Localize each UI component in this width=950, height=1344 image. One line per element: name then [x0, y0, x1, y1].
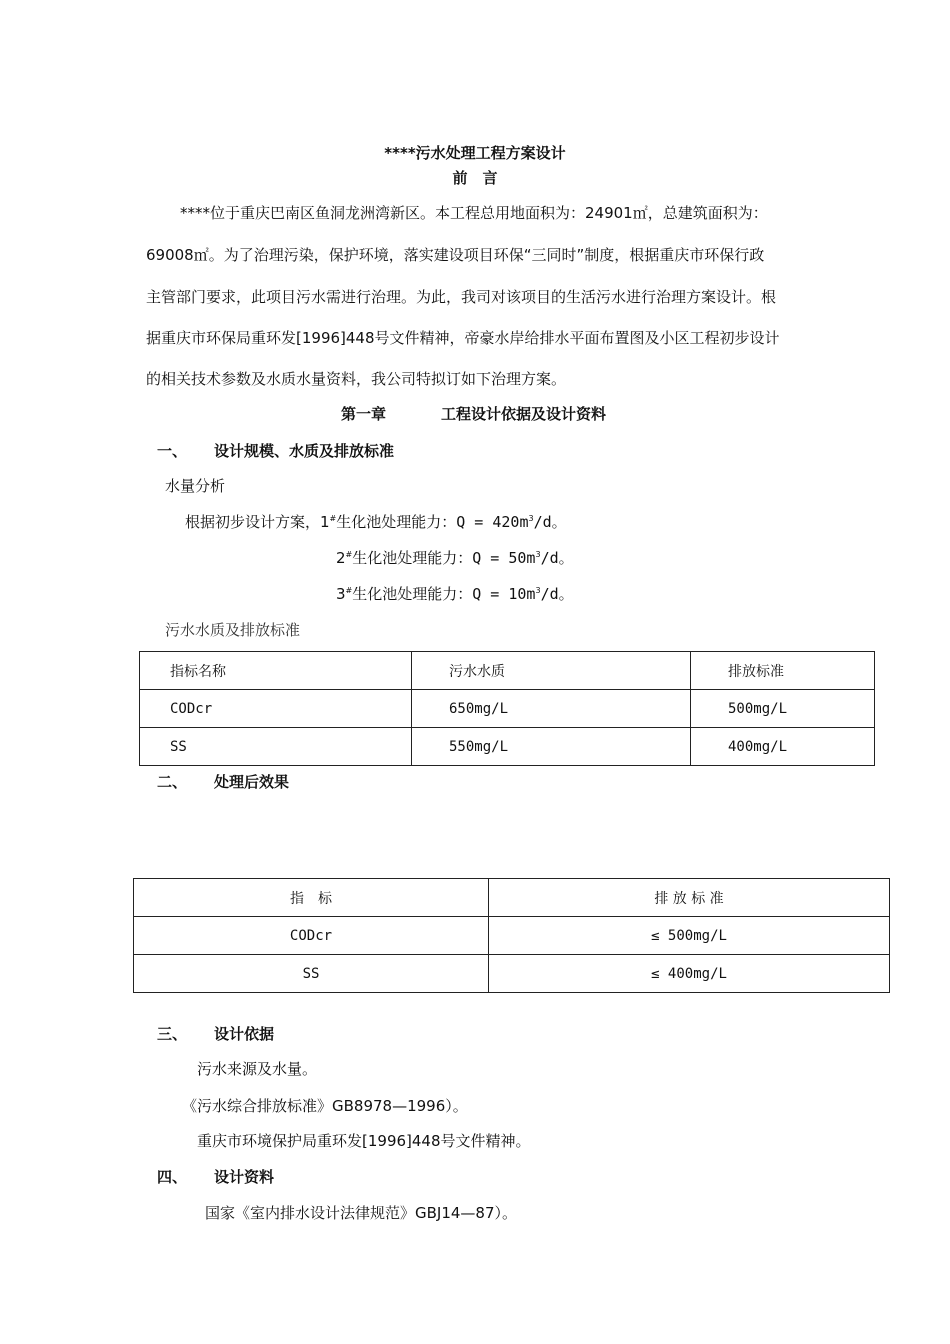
section-title: 处理后效果 [214, 773, 290, 791]
table-header-cell: 指 标 [134, 879, 489, 917]
section-title: 设计资料 [214, 1168, 275, 1186]
table-cell: ≤ 500mg/L [489, 917, 890, 955]
table-row [134, 955, 890, 993]
table-header-cell: 排放标准 [691, 652, 875, 690]
section-number: 二、 [157, 773, 188, 791]
preface-line: 主管部门要求，此项目污水需进行治理。为此，我司对该项目的生活污水进行治理方案设计。根 [146, 288, 777, 306]
table-cell: SS [140, 728, 412, 766]
water-quality-table [139, 651, 875, 766]
table-cell: 550mg/L [412, 728, 691, 766]
table-cell: 500mg/L [691, 690, 875, 728]
table-header-cell: 排 放 标 准 [489, 879, 890, 917]
section-number: 一、 [157, 442, 188, 460]
preface-heading: 前 言 [452, 169, 498, 187]
materials-line: 国家《室内排水设计法律规范》GBJ14—87）。 [205, 1204, 518, 1222]
table-cell: CODcr [140, 690, 412, 728]
effluent-standard-table [133, 878, 890, 993]
capacity-line-2: 2#生化池处理能力：$Q = 50m^3/d$。 [336, 549, 574, 567]
capacity-line-3: 3#生化池处理能力：$Q = 10m^3/d$。 [336, 585, 574, 603]
basis-line: 重庆市环境保护局重环发[1996]448号文件精神。 [197, 1132, 531, 1150]
chapter-title: 工程设计依据及设计资料 [441, 405, 607, 423]
preface-line: 69008㎡。为了治理污染，保护环境，落实建设项目环保“三同时”制度，根据重庆市环保行政 [146, 246, 765, 264]
table-row [134, 917, 890, 955]
section-title: 设计依据 [214, 1025, 275, 1043]
preface-line: 据重庆市环保局重环发[1996]448号文件精神，帝豪水岸给排水平面布置图及小区工程初步设计 [146, 329, 780, 347]
basis-line: 污水来源及水量。 [197, 1060, 318, 1078]
table-cell: 400mg/L [691, 728, 875, 766]
document-title: ****污水处理工程方案设计 [384, 144, 566, 162]
quality-heading: 污水水质及排放标准 [165, 621, 301, 639]
preface-line: 的相关技术参数及水质水量资料，我公司特拟订如下治理方案。 [146, 370, 567, 388]
table-cell: ≤ 400mg/L [489, 955, 890, 993]
table-cell: CODcr [134, 917, 489, 955]
table-header-row [140, 652, 875, 690]
chapter-number: 第一章 [341, 405, 387, 423]
table-row [140, 728, 875, 766]
table-header-cell: 污水水质 [412, 652, 691, 690]
section-number: 四、 [157, 1168, 188, 1186]
table-header-cell: 指标名称 [140, 652, 412, 690]
section-number: 三、 [157, 1025, 188, 1043]
capacity-line-1: 根据初步设计方案，1#生化池处理能力：$Q = 420m^3/d$。 [185, 513, 567, 531]
preface-line: ****位于重庆巴南区鱼洞龙洲湾新区。本工程总用地面积为：24901㎡，总建筑面积为： [180, 204, 768, 222]
section-title: 设计规模、水质及排放标准 [214, 442, 395, 460]
table-cell: 650mg/L [412, 690, 691, 728]
table-row [140, 690, 875, 728]
table-header-row [134, 879, 890, 917]
basis-line: 《污水综合排放标准》GB8978—1996）。 [182, 1097, 468, 1115]
water-volume-heading: 水量分析 [165, 477, 226, 495]
table-cell: SS [134, 955, 489, 993]
